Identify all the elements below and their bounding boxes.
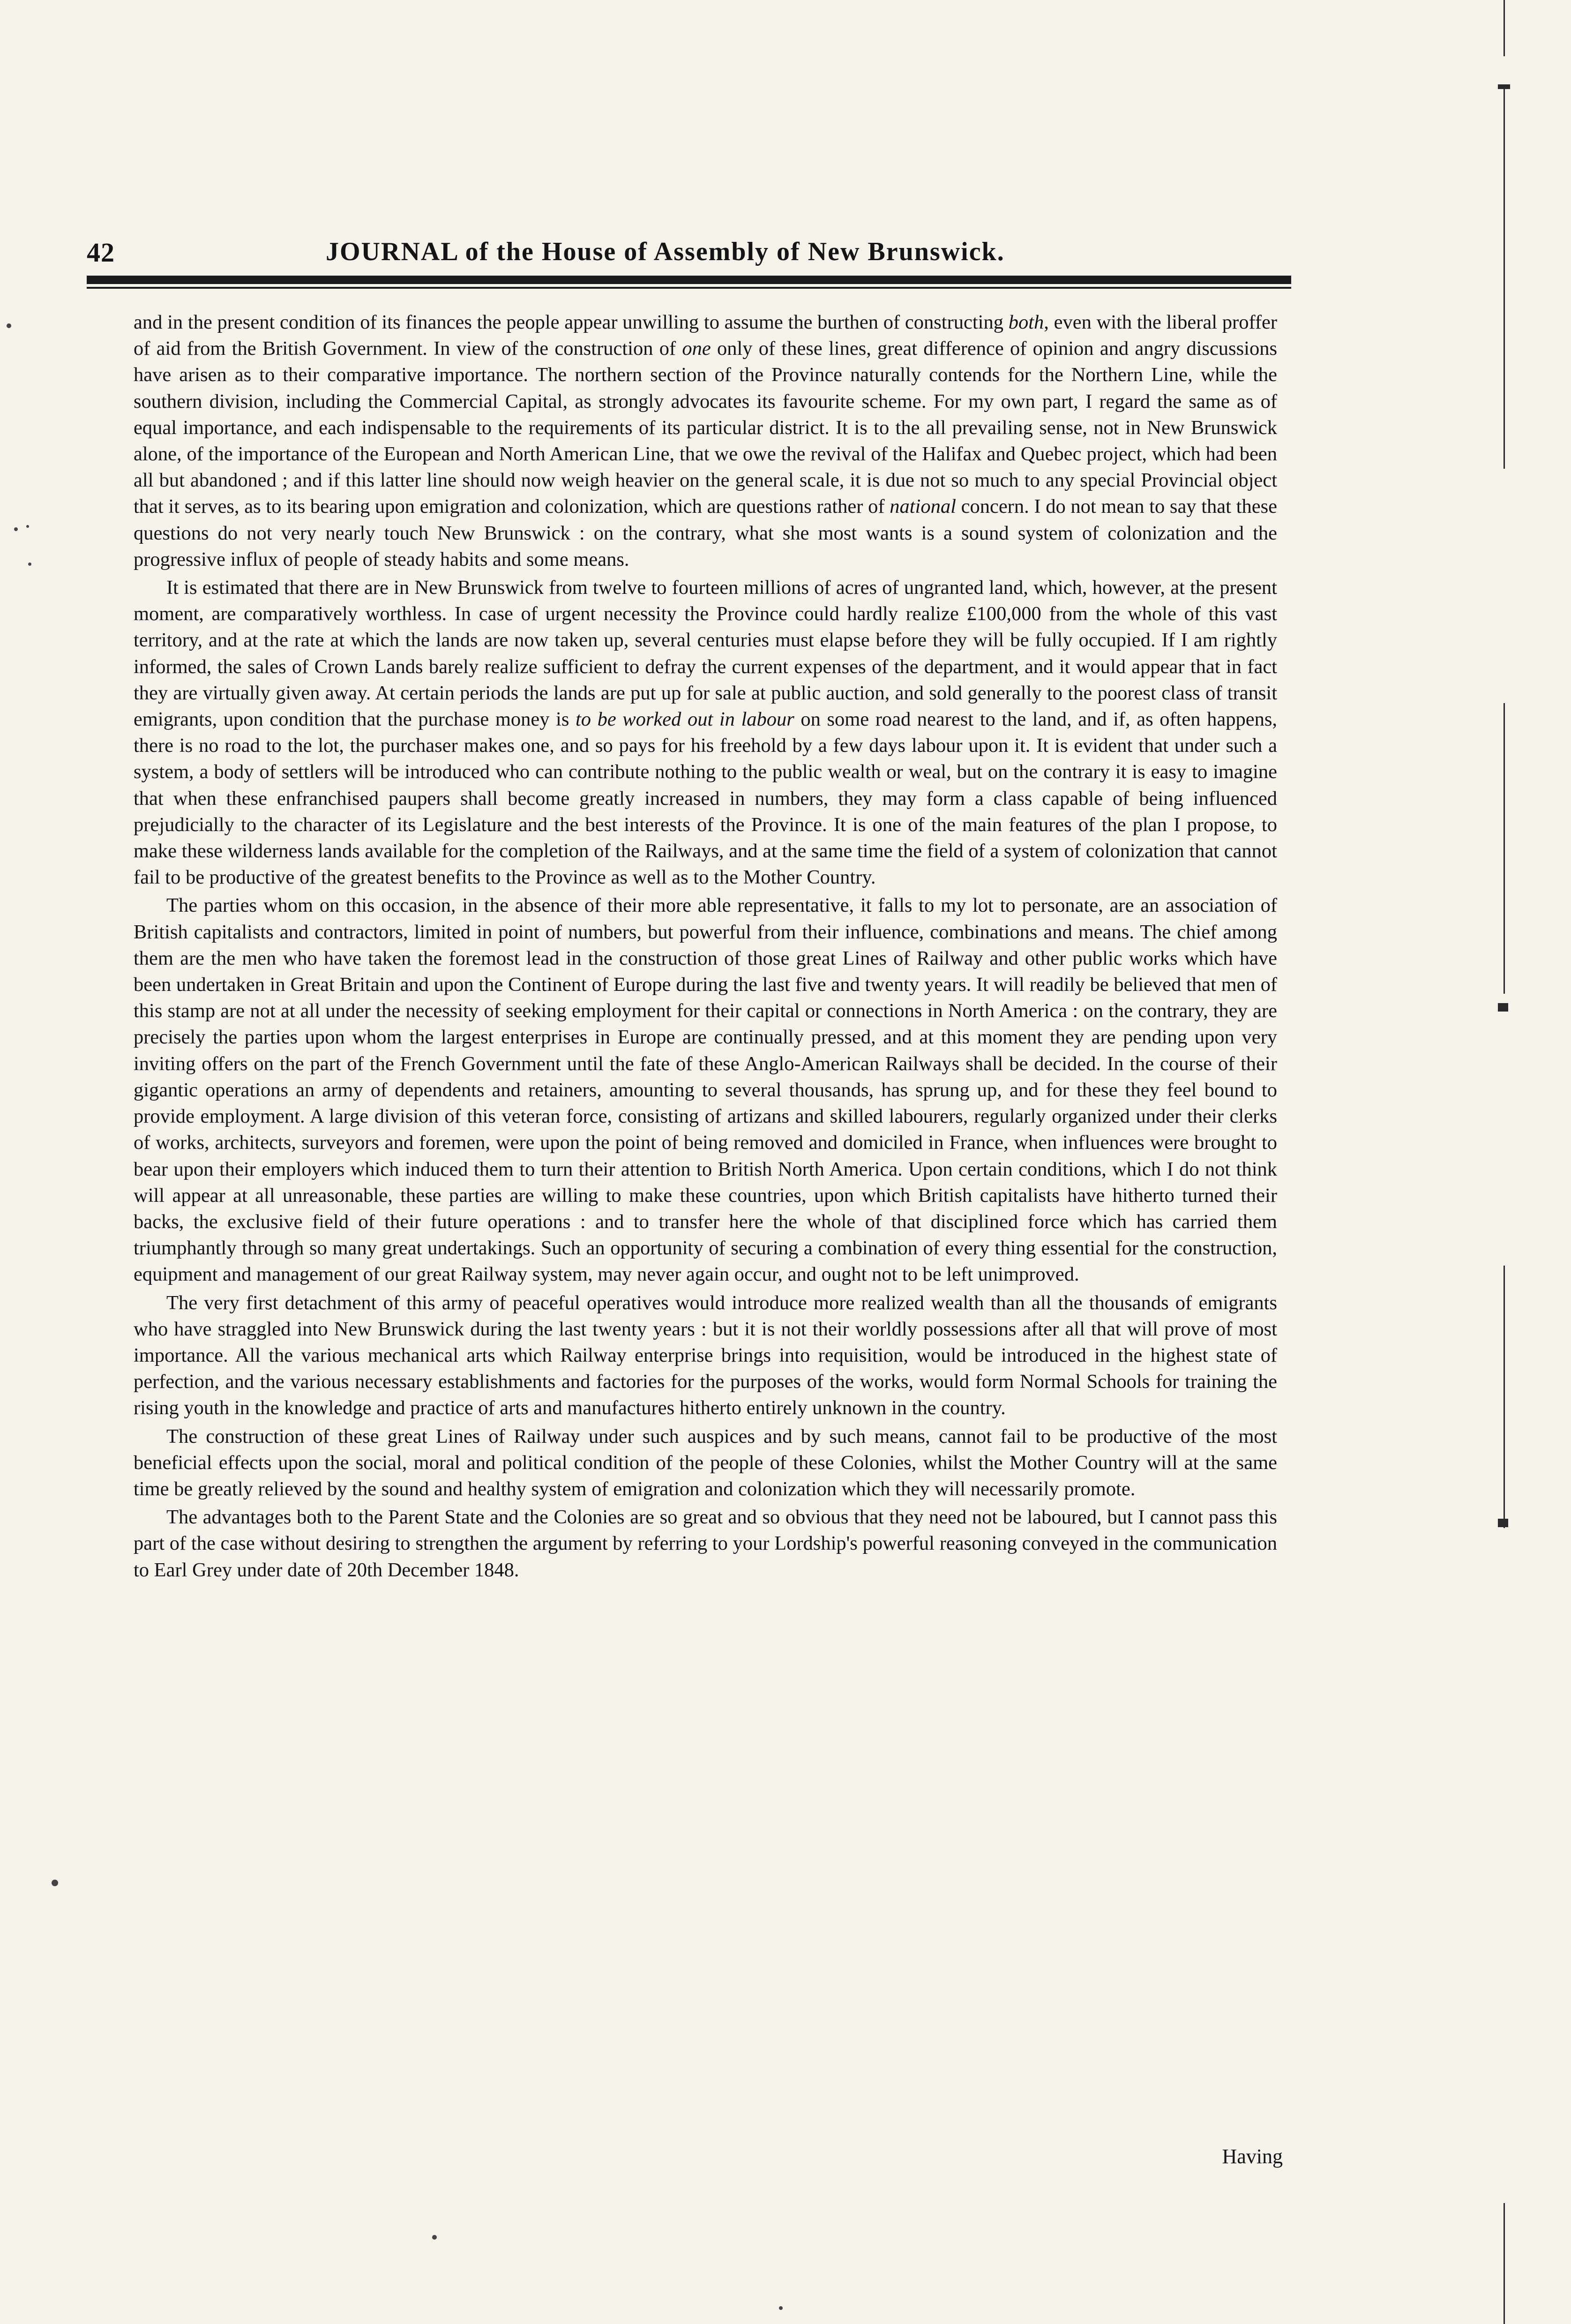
scan-speck — [432, 2235, 437, 2240]
header-rule-thin — [87, 287, 1291, 289]
paragraph-text: , even with the liberal proffer of aid from the British Government. In view of the construction of — [134, 311, 1277, 360]
scan-edge-line — [1504, 2203, 1505, 2324]
paragraph — [134, 892, 1277, 1288]
paragraph-text: The advantages both to the Parent State and the Colonies are so great and so obvious that they need not be laboured, but I cannot pass this part of the case without desiring to strengthen the argument by referring to your Lordship's powerful reasoning conveyed in the communication to Earl Grey under date of 20th December 1848. — [134, 1506, 1277, 1581]
scan-speck — [26, 525, 29, 528]
body-text — [134, 309, 1277, 1583]
paragraph-text: The very first detachment of this army of peaceful operatives would introduce more realized wealth than all the thousands of emigrants who have straggled into New Brunswick during the last twenty years : but it is not their worldly possessions after all that will prove of most importance. All the various mechanical arts which Railway enterprise brings into requisition, would be introduced in the highest state of perfection, and the various necessary establishments and factories for the purposes of the works, would form Normal Schools for training the rising youth in the knowledge and practice of arts and manufactures hitherto entirely unknown in the country. — [134, 1291, 1277, 1419]
scan-speck — [14, 527, 18, 531]
paragraph-text: and in the present condition of its finances the people appear unwilling to assume the burthen of constructing — [134, 311, 1009, 333]
paragraph-text: concern. I do not mean to say that these questions do not very nearly touch New Brunswick : on the contrary, what she most wants is a sound system of colonization and the progressive influx of people of steady habits and some means. — [134, 495, 1277, 570]
paragraph — [134, 1290, 1277, 1422]
page-header — [87, 237, 1291, 274]
italic-text: one — [682, 337, 711, 360]
paragraph — [134, 1424, 1277, 1503]
catchword: Having — [1222, 2145, 1283, 2168]
scan-speck — [7, 323, 11, 328]
paragraph-text: The parties whom on this occasion, in the absence of their more able representative, it falls to my lot to personate, are an association of British capitalists and contractors, limited in point of numbers, but powerful from their influence, combinations and means. The chief among them are the men who have taken the foremost lead in the construction of those great Lines of Railway and other public works which have been undertaken in Great Britain and upon the Continent of Europe during the last five and twenty years. It will readily be believed that men of this stamp are not at all under the necessity of seeking employment for their capital or connections in North America : on the contrary, they are precisely the parties upon whom the largest enterprises in Europe are continually pressed, and at this moment they are pending upon very inviting offers on the part of the French Government until the fate of these Anglo-American Railways shall be decided. In the course of their gigantic operations an army of dependents and retainers, amounting to several thousands, has sprung up, and for these they feel bound to provide employment. A large division of this veteran force, consisting of artizans and skilled labourers, regularly organized under their clerks of works, architects, surveyors and foremen, were upon the point of being removed and domiciled in France, when influences were brought to bear upon their employers which induced them to turn their attention to British North America. Upon certain conditions, which I do not think will appear at all unreasonable, these parties are willing to make these countries, upon which British capitalists have hitherto turned their backs, the exclusive field of their future operations : and to transfer here the whole of that disciplined force which has carried them triumphantly through so many great undertakings. Such an opportunity of securing a combination of every thing essential for the construction, equipment and management of our great Railway system, may never again occur, and ought not to be left unimproved. — [134, 894, 1277, 1286]
paragraph — [134, 1504, 1277, 1583]
scan-speck — [779, 2306, 783, 2310]
italic-text: both — [1008, 311, 1044, 333]
scan-edge-line — [1504, 703, 1505, 994]
paragraph-text: The construction of these great Lines of Railway under such auspices and by such means, cannot fail to be productive of the most beneficial effects upon the social, moral and political condition of the people of these Colonies, whilst the Mother Country will at the same time be greatly relieved by the sound and healthy system of emigration and colonization which they will necessarily promote. — [134, 1425, 1277, 1500]
scan-edge-line — [1504, 1266, 1505, 1528]
scan-edge-mark — [1498, 1519, 1508, 1527]
page-number: 42 — [87, 237, 115, 268]
scan-edge-line — [1504, 0, 1505, 56]
scan-edge-mark — [1498, 1003, 1508, 1012]
scan-edge-line — [1504, 84, 1505, 469]
scan-speck — [28, 562, 31, 566]
paragraph — [134, 575, 1277, 891]
italic-text: to be worked out in labour — [575, 708, 794, 731]
paragraph-text: on some road nearest to the land, and if, as often happens, there is no road to the lot, the purchaser makes one, and so pays for his freehold by a few days labour upon it. It is evident that under such a system, a body of settlers will be introduced who can contribute nothing to the public wealth or weal, but on the contrary it is easy to imagine that when these enfranchised paupers shall become greatly increased in numbers, they may form a class capable of being influenced prejudicially to the character of its Legislature and the best interests of the Province. It is one of the main features of the plan I propose, to make these wilderness lands available for the completion of the Railways, and at the same time the field of a system of colonization that cannot fail to be productive of the greatest benefits to the Province as well as to the Mother Country. — [134, 708, 1277, 889]
scan-edge-mark — [1498, 84, 1510, 89]
italic-text: national — [890, 495, 956, 518]
scan-speck — [52, 1880, 58, 1886]
paragraph-text: only of these lines, great difference of opinion and angry discussions have arisen as to their comparative importance. The northern section of the Province naturally contends for the Northern Line, while the southern division, including the Commercial Capital, as strongly advocates its favourite scheme. For my own part, I regard the same as of equal importance, and each indispensable to the requirements of its particular district. It is to the all prevailing sense, not in New Brunswick alone, of the importance of the European and North American Line, that we owe the revival of the Halifax and Quebec project, which had been all but abandoned ; and if this latter line should now weigh heavier on the general scale, it is due not so much to any special Provincial object that it serves, as to its bearing upon emigration and colonization, which are questions rather of — [134, 337, 1277, 518]
paragraph — [134, 309, 1277, 573]
running-head: JOURNAL of the House of Assembly of New Brunswick. — [326, 237, 1005, 266]
paragraph-text: It is estimated that there are in New Brunswick from twelve to fourteen millions of acres of ungranted land, which, however, at the present moment, are comparatively worthless. In case of urgent necessity the Province could hardly realize £100,000 from the whole of this vast territory, and at the rate at which the lands are now taken up, several centuries must elapse before they will be fully occupied. If I am rightly informed, the sales of Crown Lands barely realize sufficient to defray the current expenses of the department, and it would appear that in fact they are virtually given away. At certain periods the lands are put up for sale at public auction, and sold generally to the poorest class of transit emigrants, upon condition that the purchase money is — [134, 577, 1277, 731]
header-rule-thick — [87, 276, 1291, 284]
